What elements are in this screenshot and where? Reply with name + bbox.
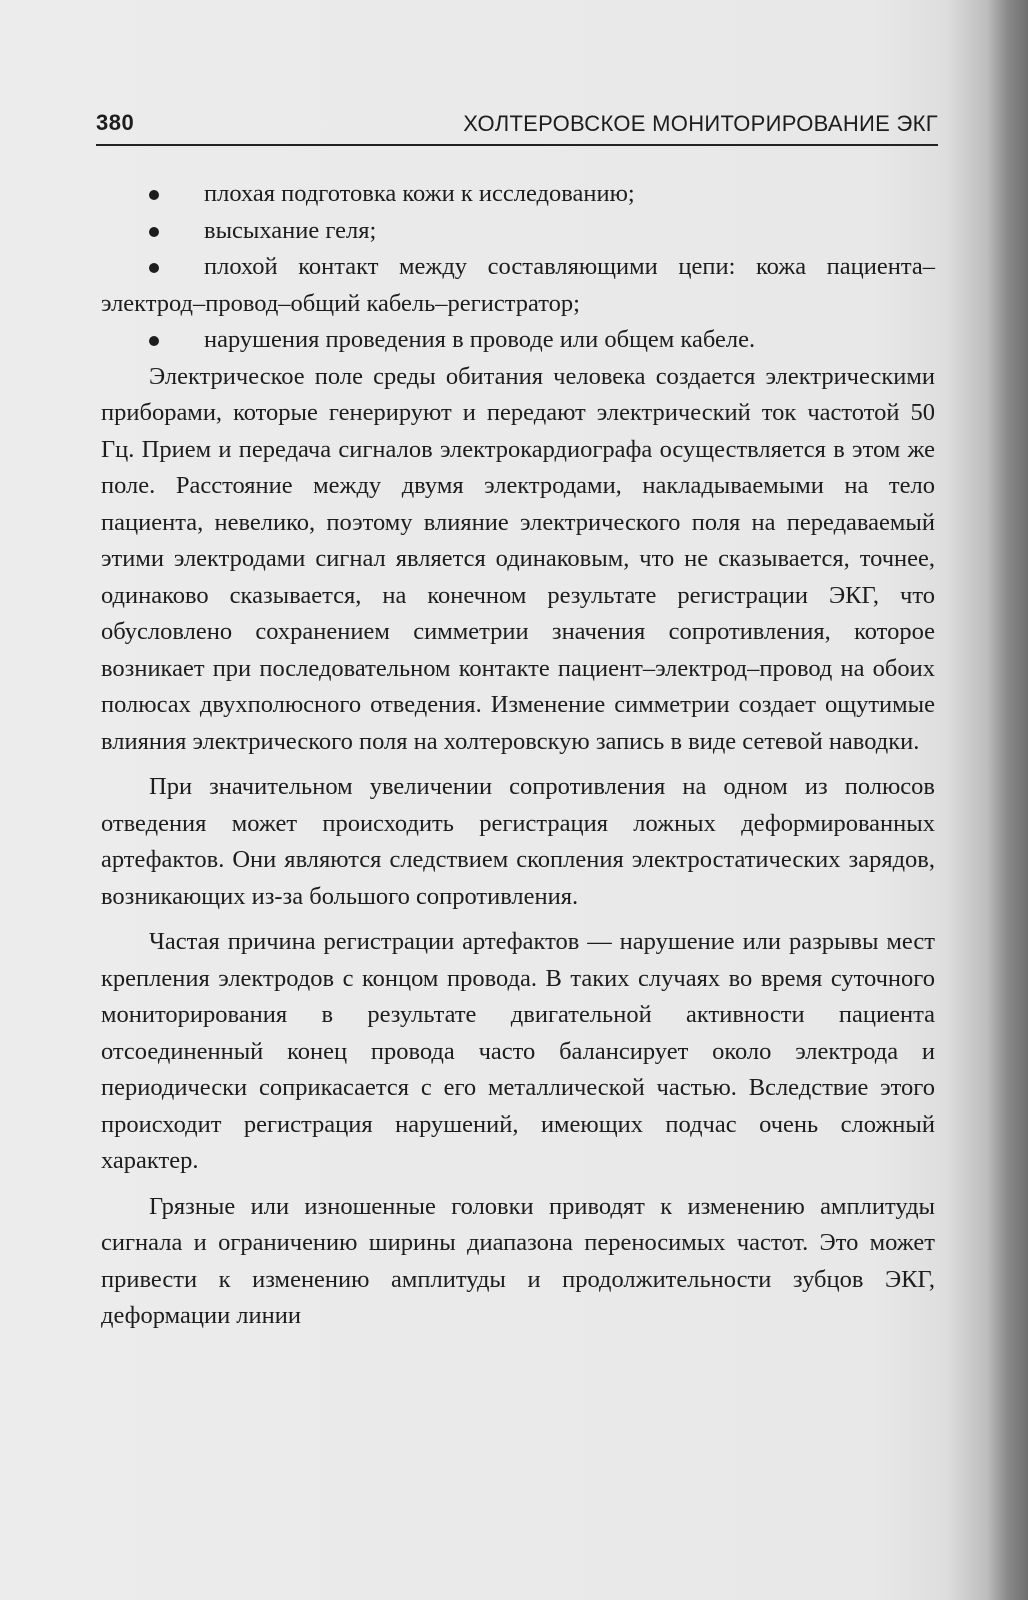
- list-item: плохой контакт между составляющими цепи: кожа пациента–электрод–провод–общий кабель–регистратор;: [101, 249, 935, 322]
- list-item: нарушения проведения в проводе или общем кабеле.: [101, 322, 935, 359]
- page-header: [96, 106, 938, 146]
- page-number: 380: [96, 110, 135, 135]
- list-item: плохая подготовка кожи к исследованию;: [101, 176, 935, 213]
- paragraph-electric-field: Электрическое поле среды обитания человека создается электрическими приборами, которые генерируют и передают электрический ток частотой 50 Гц. Прием и передача сигналов электрокардиографа осуществляется в этом же поле. Расстояние между двумя электродами, накладываемыми на тело пациента, невелико, поэтому влияние электрического поля на передаваемый этими электродами сигнал является одинаковым, что не сказывается, точнее, одинаково сказывается, на конечном результате регистрации ЭКГ, что обусловлено сохранением симметрии значения сопротивления, которое возникает при последовательном контакте пациент–электрод–провод на обоих полюсах двухполюсного отведения. Изменение симметрии создает ощутимые влияния электрического поля на холтеровскую запись в виде сетевой наводки.: [101, 362, 935, 755]
- paragraph-wire-break: Частая причина регистрации артефактов — нарушение или разрывы мест крепления электродов с концом провода. В таких случаях во время суточного мониторирования в результате двигательной активности пациента отсоединенный конец провода часто балансирует около электрода и периодически соприкасается с его металлической частью. Вследствие этого происходит регистрация нарушений, имеющих подчас очень сложный характер.: [101, 928, 935, 1174]
- cause-list: [101, 176, 935, 359]
- paragraph-heads: Грязные или изношенные головки приводят к изменению амплитуды сигнала и ограничению ширины диапазона переносимых частот. Это может привести к изменению амплитуды и продолжительности зубцов ЭКГ, деформации линии: [101, 1192, 935, 1329]
- page-body: [101, 176, 935, 1335]
- list-item: высыхание геля;: [101, 213, 935, 250]
- paragraph-resistance: При значительном увеличении сопротивления на одном из полюсов отведения может происходить регистрация ложных деформированных артефактов. Они являются следствием скопления электростатических зарядов, возникающих из-за большого сопротивления.: [101, 773, 935, 910]
- running-title: ХОЛТЕРОВСКОЕ МОНИТОРИРОВАНИЕ ЭКГ: [463, 111, 938, 136]
